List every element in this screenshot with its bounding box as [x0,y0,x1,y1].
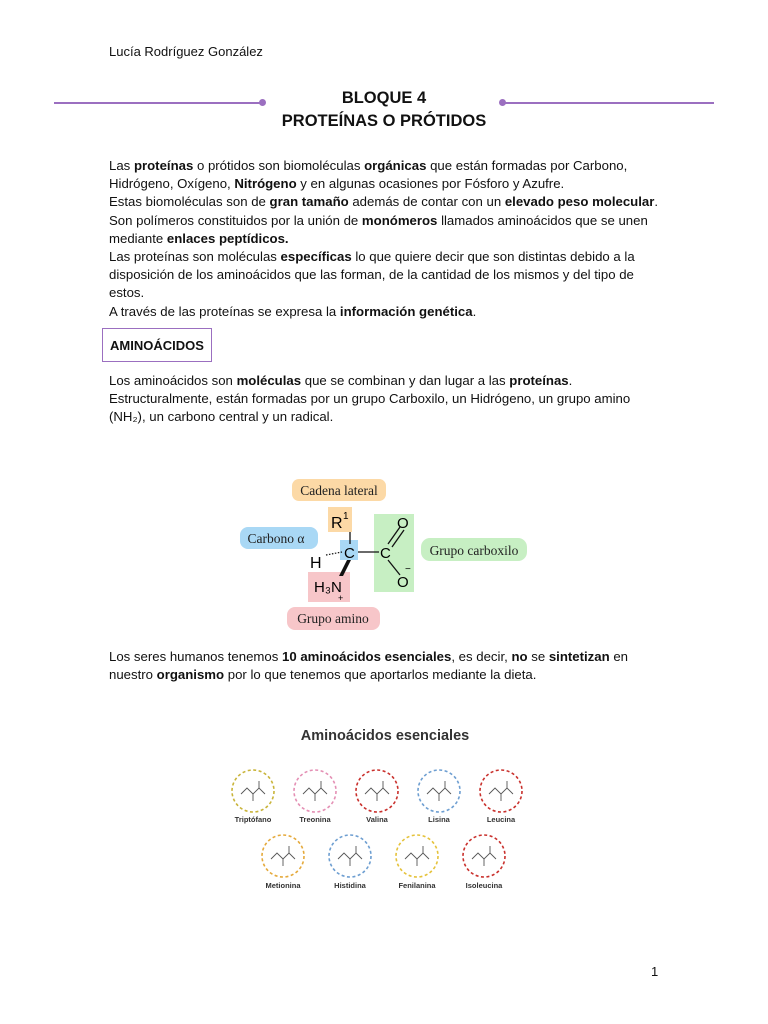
text-run: . [472,303,477,319]
text-run: que se combinan y dan lugar a las [301,373,510,388]
bold-text: Nitrógeno [234,176,297,192]
aminoacid-name: Treonina [299,815,331,824]
h-atom: H [310,555,322,572]
carboxyl-carbon-atom: C [380,545,391,562]
bold-text: sintetizan [548,649,610,664]
text-run: o prótidos son biomoléculas [193,158,365,173]
bold-text: proteínas [509,373,569,388]
paragraph [109,248,669,303]
text-run: en nuestro [109,649,629,683]
page-title: PROTEÍNAS O PRÓTIDOS [281,112,487,130]
aminoacid-description [109,372,669,427]
bold-text: orgánicas [364,158,427,173]
bold-text: moléculas [236,373,302,388]
aminoacid-name: Lisina [428,815,450,824]
text-run: Estas biomoléculas son de [109,194,270,210]
oxygen-top-atom: O [397,515,409,532]
bold-text: no [511,649,528,664]
text-run: . Son polímeros constituidos por la unión de [109,194,659,228]
bold-text: monómeros [361,212,438,228]
text-run: por lo que tenemos que aportarlos mediante la dieta. [224,667,537,683]
carboxyl-label: Grupo carboxilo [429,543,519,558]
section-heading: AMINOÁCIDOS [110,337,204,353]
alpha-carbon-label: Carbono α [247,531,305,546]
amine-charge: + [338,593,344,603]
text-run: A través de las proteínas se expresa la [109,303,340,319]
essential-description [109,648,669,684]
paragraph [109,303,669,321]
aminoacid-name: Valina [366,815,388,824]
r-superscript: 1 [343,511,349,522]
text-run: que están formadas por Carbono, Hidrógeno, Oxígeno, [109,158,628,192]
aminoacid-structure-diagram [230,470,550,635]
bold-text: enlaces peptídicos. [166,230,289,246]
amine-group: H₃N [314,579,342,596]
text-run: lo que quiere decir que son distintas debido a la disposición de los aminoácidos que las forman, de la cantidad de los mismos y del tipo de estos. [109,249,635,301]
essential-aminoacids-figure [215,716,555,908]
paragraph [109,193,669,248]
aminoacid-name: Fenilanina [398,881,436,890]
text-run: . Estructuralmente, están formadas por un grupo Carboxilo, un Hidrógeno, un grupo amino (NH₂), un carbono central y un radical. [109,373,631,425]
oxygen-charge: − [405,564,411,575]
aminoacid-name: Metionina [265,881,301,890]
paragraph [109,648,669,684]
oxygen-bottom-atom: O [397,574,409,591]
side-chain-label: Cadena lateral [300,483,378,498]
paragraph [109,157,669,193]
bold-text: organismo [156,667,225,683]
page-number: 1 [651,964,659,979]
paragraph [109,372,669,427]
amino-label: Grupo amino [297,611,369,626]
bold-text: información genética [339,303,473,319]
text-run: llamados aminoácidos que se unen mediante [109,212,648,246]
text-run: Los seres humanos tenemos [109,649,282,664]
bold-text: proteínas [133,158,194,173]
text-run: y en algunas ocasiones por Fósforo y Azufre. [296,176,565,192]
aminoacid-name: Isoleucina [465,881,503,890]
r-atom: R [331,515,343,532]
text-run: , es decir, [451,649,512,664]
aminoacid-name: Leucina [486,815,516,824]
text-run: además de contar con un [348,194,505,210]
text-run: Las proteínas son moléculas [109,249,281,265]
block-title: BLOQUE 4 [341,89,427,107]
text-run: se [527,649,549,664]
bold-text: específicas [280,249,352,265]
bold-text: elevado peso molecular [504,194,655,210]
bold-text: 10 aminoácidos esenciales [282,649,452,664]
intro-paragraphs [109,157,669,321]
aminoacid-name: Triptófano [234,815,272,824]
section-heading-box [102,328,212,362]
text-run: Los aminoácidos son [109,373,237,388]
text-run: Las [109,158,134,173]
essentials-title: Aminoácidos esenciales [300,728,470,744]
alpha-carbon-atom: C [344,545,355,562]
bold-text: gran tamaño [269,194,349,210]
aminoacid-name: Histidina [334,881,366,890]
author-name: Lucía Rodríguez González [109,44,263,59]
